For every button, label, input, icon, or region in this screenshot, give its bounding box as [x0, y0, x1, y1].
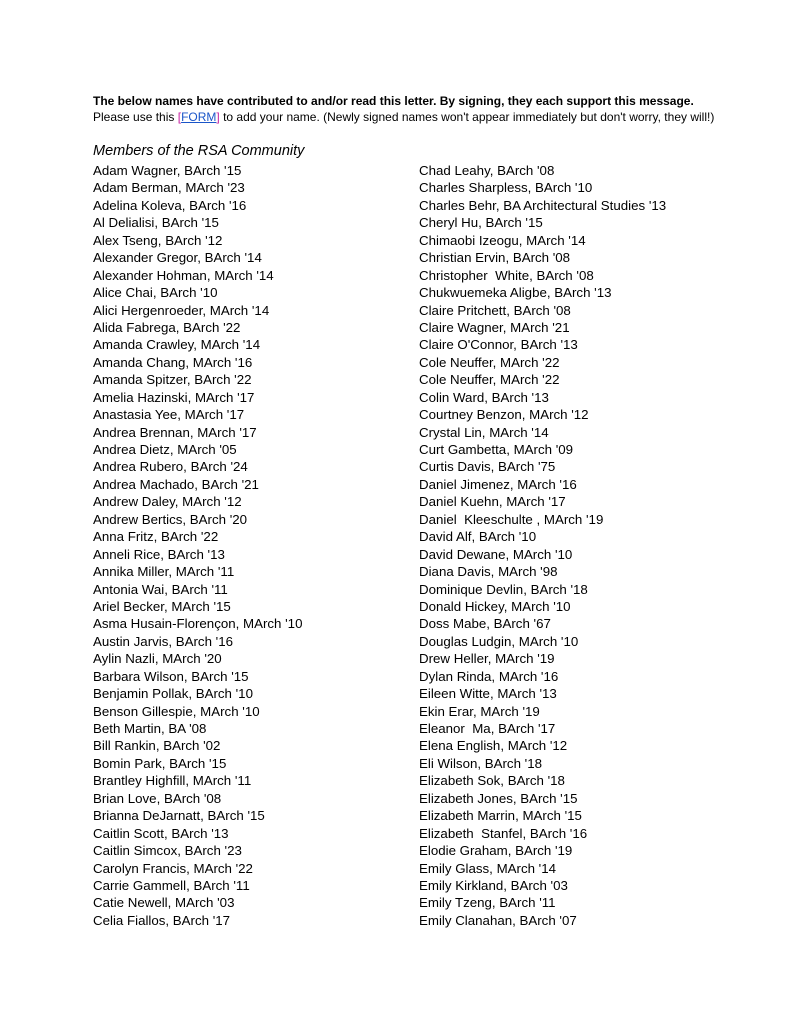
signatory-name: Amanda Chang, MArch '16 [93, 354, 253, 370]
signatory-name: Emily Glass, MArch '14 [419, 860, 557, 876]
signatory-name: Anastasia Yee, MArch '17 [93, 407, 245, 423]
signatory-name: Adam Wagner, BArch '15 [93, 163, 242, 178]
signatory-name: Eleanor Ma, BArch '17 [419, 721, 556, 736]
form-bracket-open: [ [177, 110, 182, 124]
signatory-name: Adelina Koleva, BArch '16 [93, 197, 247, 213]
signatory-name: Emily Kirkland, BArch '03 [419, 877, 568, 893]
signatory-name: Alida Fabrega, BArch '22 [93, 319, 241, 335]
signatory-name: Alex Tseng, BArch '12 [93, 232, 223, 248]
signatory-name: Dylan Rinda, MArch '16 [419, 668, 559, 684]
signatory-name: Amelia Hazinski, MArch '17 [93, 389, 255, 405]
signatory-name: Claire Wagner, MArch '21 [419, 319, 570, 335]
intro-instructions-suffix: to add your name. (Newly signed names won't appear immediately but don't worry, they will!) [219, 110, 715, 124]
signatory-name: Cole Neuffer, MArch '22 [419, 372, 560, 388]
signatory-name: Emily Clanahan, BArch '07 [419, 912, 577, 928]
signatory-name: Benjamin Pollak, BArch '10 [93, 686, 253, 702]
signatory-name: Daniel Jimenez, MArch '16 [419, 476, 577, 492]
signatory-name: Donald Hickey, MArch '10 [419, 598, 571, 614]
intro-instructions [93, 109, 773, 125]
signatory-name: Christian Ervin, BArch '08 [419, 250, 571, 266]
intro-paragraph [93, 93, 773, 125]
intro-statement: The below names have contributed to and/or read this letter. By signing, they each support this message. [93, 94, 694, 108]
signatory-name: Asma Husain-Florençon, MArch '10 [93, 616, 303, 632]
signatory-name: Cheryl Hu, BArch '15 [419, 215, 543, 231]
signatory-name: Carrie Gammell, BArch '11 [93, 877, 250, 893]
signatory-name: Antonia Wai, BArch '11 [93, 581, 228, 597]
signatory-name: Dominique Devlin, BArch '18 [419, 581, 588, 597]
signatory-name: Alexander Gregor, BArch '14 [93, 250, 262, 266]
signatory-name: Celia Fiallos, BArch '17 [93, 912, 231, 928]
signatory-name: Brianna DeJarnatt, BArch '15 [93, 808, 265, 824]
signatory-name: Claire O'Connor, BArch '13 [419, 337, 578, 353]
signatory-name: Bill Rankin, BArch '02 [93, 738, 221, 754]
signatory-name: Anna Fritz, BArch '22 [93, 529, 219, 545]
signatory-name: Doss Mabe, BArch '67 [419, 616, 551, 632]
signatory-name: Andrew Daley, MArch '12 [93, 494, 242, 510]
signatories-left-column [93, 162, 302, 929]
signatory-name: Aylin Nazli, MArch '20 [93, 651, 222, 667]
signatory-name: Al Delialisi, BArch '15 [93, 215, 219, 231]
form-link[interactable]: FORM [181, 110, 217, 124]
signatory-name: Daniel Kleeschulte , MArch '19 [419, 511, 604, 527]
signatory-name: Amanda Crawley, MArch '14 [93, 337, 261, 353]
signatory-name: Elizabeth Sok, BArch '18 [419, 773, 565, 789]
signatory-name: Diana Davis, MArch '98 [419, 564, 558, 580]
signatory-name: Carolyn Francis, MArch '22 [93, 860, 253, 876]
signatory-name: Eileen Witte, MArch '13 [419, 686, 557, 702]
signatories-right-column [419, 162, 666, 929]
signatory-name: Eli Wilson, BArch '18 [419, 755, 542, 771]
signatory-name: Barbara Wilson, BArch '15 [93, 668, 249, 684]
signatory-name: Christopher White, BArch '08 [419, 267, 594, 283]
signatory-name: Andrea Machado, BArch '21 [93, 476, 259, 492]
signatory-name: David Alf, BArch '10 [419, 529, 537, 545]
signatory-name: Chukwuemeka Aligbe, BArch '13 [419, 285, 612, 301]
signatory-name: Brantley Highfill, MArch '11 [93, 773, 252, 789]
signatory-name: Alice Chai, BArch '10 [93, 285, 218, 301]
signatory-name: Elizabeth Marrin, MArch '15 [419, 808, 582, 824]
signatory-name: Amanda Spitzer, BArch '22 [93, 372, 252, 388]
signatory-name: Alexander Hohman, MArch '14 [93, 267, 274, 283]
signatory-name: Adam Berman, MArch '23 [93, 180, 245, 196]
signatory-name: Daniel Kuehn, MArch '17 [419, 494, 566, 510]
signatory-name: Cole Neuffer, MArch '22 [419, 354, 560, 370]
signatory-name: Elizabeth Stanfel, BArch '16 [419, 825, 588, 841]
signatory-name: Andrea Rubero, BArch '24 [93, 459, 248, 475]
signatory-name: Catie Newell, MArch '03 [93, 895, 235, 911]
signatory-name: Annika Miller, MArch '11 [93, 564, 235, 580]
signatory-name: Charles Behr, BA Architectural Studies '13 [419, 197, 667, 213]
signatory-name: Anneli Rice, BArch '13 [93, 546, 225, 562]
signatory-name: Drew Heller, MArch '19 [419, 651, 555, 667]
signatory-name: Charles Sharpless, BArch '10 [419, 180, 593, 196]
signatory-name: Andrew Bertics, BArch '20 [93, 511, 248, 527]
signatory-name: Brian Love, BArch '08 [93, 790, 222, 806]
signatory-name: Bomin Park, BArch '15 [93, 755, 227, 771]
signatory-name: Ekin Erar, MArch '19 [419, 703, 540, 719]
section-heading: Members of the RSA Community [93, 143, 305, 159]
signatory-name: Colin Ward, BArch '13 [419, 389, 549, 405]
signatory-name: Caitlin Simcox, BArch '23 [93, 843, 242, 859]
signatory-name: Curtis Davis, BArch '75 [419, 459, 556, 475]
signatory-name: Austin Jarvis, BArch '16 [93, 633, 233, 649]
signatory-name: David Dewane, MArch '10 [419, 546, 573, 562]
signatory-name: Emily Tzeng, BArch '11 [419, 895, 556, 911]
signatory-name: Chad Leahy, BArch '08 [419, 163, 555, 178]
signatory-name: Beth Martin, BA '08 [93, 721, 207, 736]
signatory-name: Andrea Dietz, MArch '05 [93, 442, 237, 457]
signatory-name: Claire Pritchett, BArch '08 [419, 302, 571, 318]
signatory-name: Crystal Lin, MArch '14 [419, 424, 549, 440]
signatory-name: Andrea Brennan, MArch '17 [93, 424, 257, 440]
signatory-name: Alici Hergenroeder, MArch '14 [93, 302, 270, 318]
signatory-name: Douglas Ludgin, MArch '10 [419, 633, 579, 649]
intro-instructions-prefix: Please use this [93, 110, 178, 124]
signatory-name: Elizabeth Jones, BArch '15 [419, 790, 578, 806]
form-bracket-close: ] [216, 110, 220, 124]
signatory-name: Curt Gambetta, MArch '09 [419, 442, 574, 457]
signatory-name: Elodie Graham, BArch '19 [419, 843, 573, 859]
signatory-name: Courtney Benzon, MArch '12 [419, 407, 589, 423]
signatory-name: Ariel Becker, MArch '15 [93, 598, 231, 614]
signatory-name: Benson Gillespie, MArch '10 [93, 703, 260, 719]
signatory-name: Caitlin Scott, BArch '13 [93, 825, 229, 841]
signatory-name: Elena English, MArch '12 [419, 738, 568, 754]
signatory-name: Chimaobi Izeogu, MArch '14 [419, 232, 586, 248]
